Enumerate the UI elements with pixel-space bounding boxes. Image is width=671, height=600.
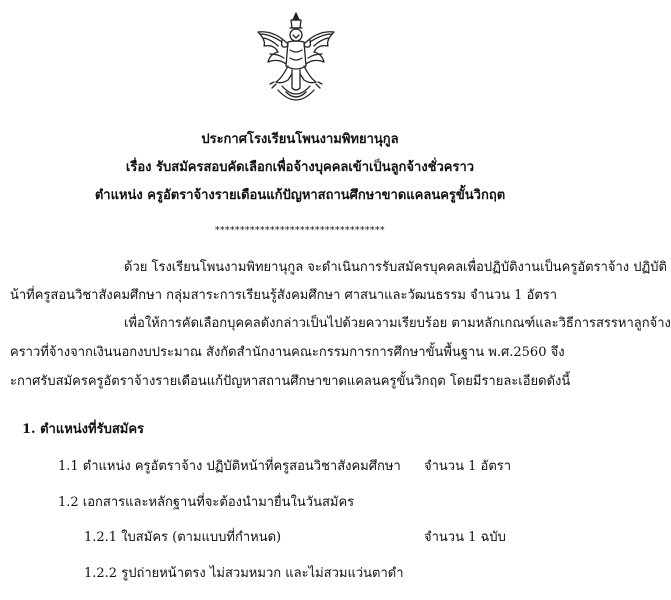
section-1-heading: 1. ตำแหน่งที่รับสมัคร bbox=[22, 422, 145, 437]
item-1-2-2: 1.2.2 รูปถ่ายหน้าตรง ไม่สวมหมวก และไม่สวมแว่นตาดำ bbox=[84, 566, 404, 581]
paragraph-1-line-1: ด้วย โรงเรียนโพนงามพิทยานุกูล จะดำเนินการรับสมัครบุคคลเพื่อปฏิบัติงานเป็นครูอัตราจ้าง ปฏิบัติ bbox=[124, 260, 667, 275]
item-1-1: 1.1 ตำแหน่ง ครูอัตราจ้าง ปฏิบัติหน้าที่ครูสอนวิชาสังคมศึกษา bbox=[58, 459, 401, 474]
announcement-title: ประกาศโรงเรียนโพนงามพิทยานุกูล bbox=[201, 132, 399, 147]
separator-line: ********************************** bbox=[215, 226, 385, 236]
item-1-2-1-quantity: จำนวน 1 ฉบับ bbox=[424, 530, 506, 545]
paragraph-1-line-2: น้าที่ครูสอนวิชาสังคมศึกษา กลุ่มสาระการเรียนรู้สังคมศึกษา ศาสนาและวัฒนธรรม จำนวน 1 อัตรา bbox=[10, 288, 558, 303]
announcement-subject: เรื่อง รับสมัครสอบคัดเลือกเพื่อจ้างบุคคลเข้าเป็นลูกจ้างชั่วคราว bbox=[125, 160, 475, 175]
item-1-2: 1.2 เอกสารและหลักฐานที่จะต้องนำมายื่นในวันสมัคร bbox=[58, 495, 355, 510]
paragraph-2-line-3: ะกาศรับสมัครครูอัตราจ้างรายเดือนแก้ปัญหาสถานศึกษาขาดแคลนครูขั้นวิกฤต โดยมีรายละเอียดดังนี้ bbox=[10, 374, 571, 389]
garuda-emblem-icon bbox=[252, 10, 340, 112]
paragraph-2-line-1: เพื่อให้การคัดเลือกบุคคลดังกล่าวเป็นไปด้วยความเรียบร้อย ตามหลักเกณฑ์และวิธีการสรรหาลูกจ้าง bbox=[124, 316, 671, 331]
item-1-2-1: 1.2.1 ใบสมัคร (ตามแบบที่กำหนด) bbox=[84, 530, 282, 545]
announcement-position: ตำแหน่ง ครูอัตราจ้างรายเดือนแก้ปัญหาสถานศึกษาขาดแคลนครูขั้นวิกฤต bbox=[94, 188, 506, 203]
item-1-1-quantity: จำนวน 1 อัตรา bbox=[424, 459, 512, 474]
paragraph-2-line-2: คราวที่จ้างจากเงินนอกงบประมาณ สังกัดสำนักงานคณะกรรมการการศึกษาขั้นพื้นฐาน พ.ศ.2560 จึง bbox=[10, 345, 565, 360]
